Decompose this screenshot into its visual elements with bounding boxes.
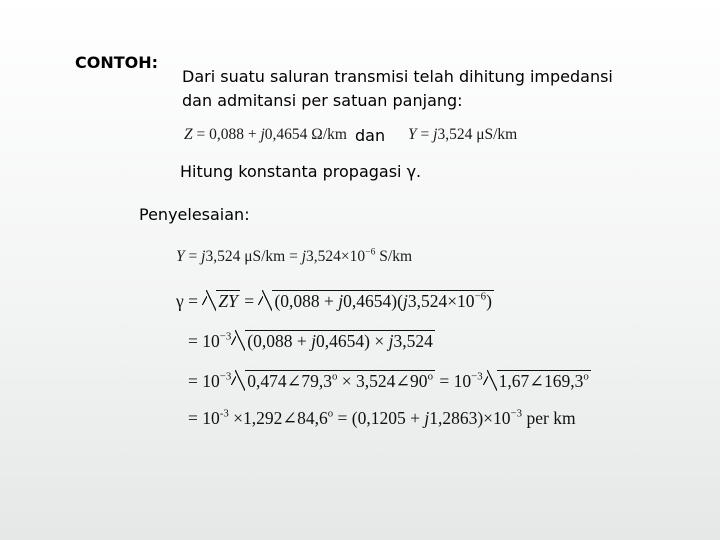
sol2-gamma: γ = <box>176 291 203 311</box>
sol4-exp: −3 <box>219 370 232 383</box>
y-imag-unit: j <box>433 126 438 143</box>
sol5-e: per km <box>522 408 576 428</box>
sol4-deg2: o <box>427 370 433 383</box>
sol2-zy: ZY <box>218 291 238 311</box>
sol4-rad2: 1,67∠169,3 <box>498 371 584 391</box>
sol1-c: 3,524×10 <box>306 248 366 265</box>
solution-line-5 <box>188 408 576 429</box>
z-variable: Z <box>184 126 193 143</box>
connector-dan: dan <box>355 126 386 145</box>
solution-line-1 <box>176 248 412 266</box>
sol2-r-c: 3,524×10 <box>407 291 475 311</box>
sol5-b: ×1,292∠84,6 <box>228 408 328 428</box>
sol4-mid: × 3,524∠90 <box>337 371 428 391</box>
sol3-a: = 10 <box>188 331 220 351</box>
sol5-exp2: −3 <box>510 407 523 420</box>
solution-line-2 <box>176 290 494 312</box>
sqrt-line3 <box>245 330 435 352</box>
task-text: Hitung konstanta propagasi γ. <box>180 162 422 181</box>
sol2-eq: = <box>239 291 259 311</box>
sol2-r-b: 0,4654)( <box>343 291 403 311</box>
sol4-rad: 0,474∠79,3 <box>247 371 332 391</box>
sqrt-zy <box>216 290 239 312</box>
sqrt-product <box>272 290 493 312</box>
sol4-exp2: −3 <box>471 370 483 383</box>
intro-line-2: dan admitansi per satuan panjang: <box>182 91 463 110</box>
sol1-exp: −6 <box>365 246 376 258</box>
sol5-a: = 10 <box>188 408 220 428</box>
z-imag-unit: j <box>260 126 265 143</box>
sol1-j1: j <box>201 248 206 265</box>
sol5-d: 1,2863)×10 <box>429 408 511 428</box>
sol3-r-a: (0,088 + <box>247 331 312 351</box>
sol3-r-j1: j <box>311 331 316 351</box>
sol5-exp: -3 <box>219 407 229 420</box>
sol2-r-exp: −6 <box>474 290 487 303</box>
sol4-b: = 10 <box>434 371 472 391</box>
sol5-deg: o <box>327 407 334 420</box>
sol2-r-j2: j <box>402 291 408 311</box>
solution-line-4 <box>188 370 591 392</box>
sol1-a: = <box>184 248 202 265</box>
sol1-d: S/km <box>375 248 412 265</box>
sol2-r-d: ) <box>486 291 492 311</box>
sol2-r-j1: j <box>338 291 344 311</box>
sol5-j: j <box>424 408 430 428</box>
sqrt-line4-b <box>497 370 591 392</box>
sol1-y: Y <box>176 248 185 265</box>
intro-line-1: Dari suatu saluran transmisi telah dihitung impedansi <box>182 67 613 86</box>
sol1-j2: j <box>301 248 307 265</box>
sol4-deg1: o <box>331 370 338 383</box>
sol3-r-b: 0,4654) × <box>316 331 389 351</box>
sol4-a: = 10 <box>188 371 220 391</box>
z-value: 0,4654 Ω/km <box>264 126 347 143</box>
sol3-r-c: 3,524 <box>393 331 433 351</box>
impedance-equation <box>184 126 347 144</box>
sol5-c: = (0,1205 + <box>333 408 425 428</box>
sqrt-line4-a <box>245 370 435 392</box>
sol2-r-a: (0,088 + <box>274 291 339 311</box>
admittance-equation <box>408 126 517 144</box>
z-lhs: = 0,088 + <box>192 126 261 143</box>
sol4-deg3: o <box>583 370 589 383</box>
sol3-exp: −3 <box>219 330 232 343</box>
solution-line-3 <box>188 330 435 352</box>
example-heading: CONTOH: <box>75 53 159 72</box>
y-variable: Y <box>408 126 417 143</box>
sol1-b: 3,524 μS/km = <box>205 248 302 265</box>
y-eq: = <box>416 126 434 143</box>
y-value: 3,524 μS/km <box>437 126 518 143</box>
sol3-r-j2: j <box>388 331 394 351</box>
solution-label: Penyelesaian: <box>139 205 250 224</box>
